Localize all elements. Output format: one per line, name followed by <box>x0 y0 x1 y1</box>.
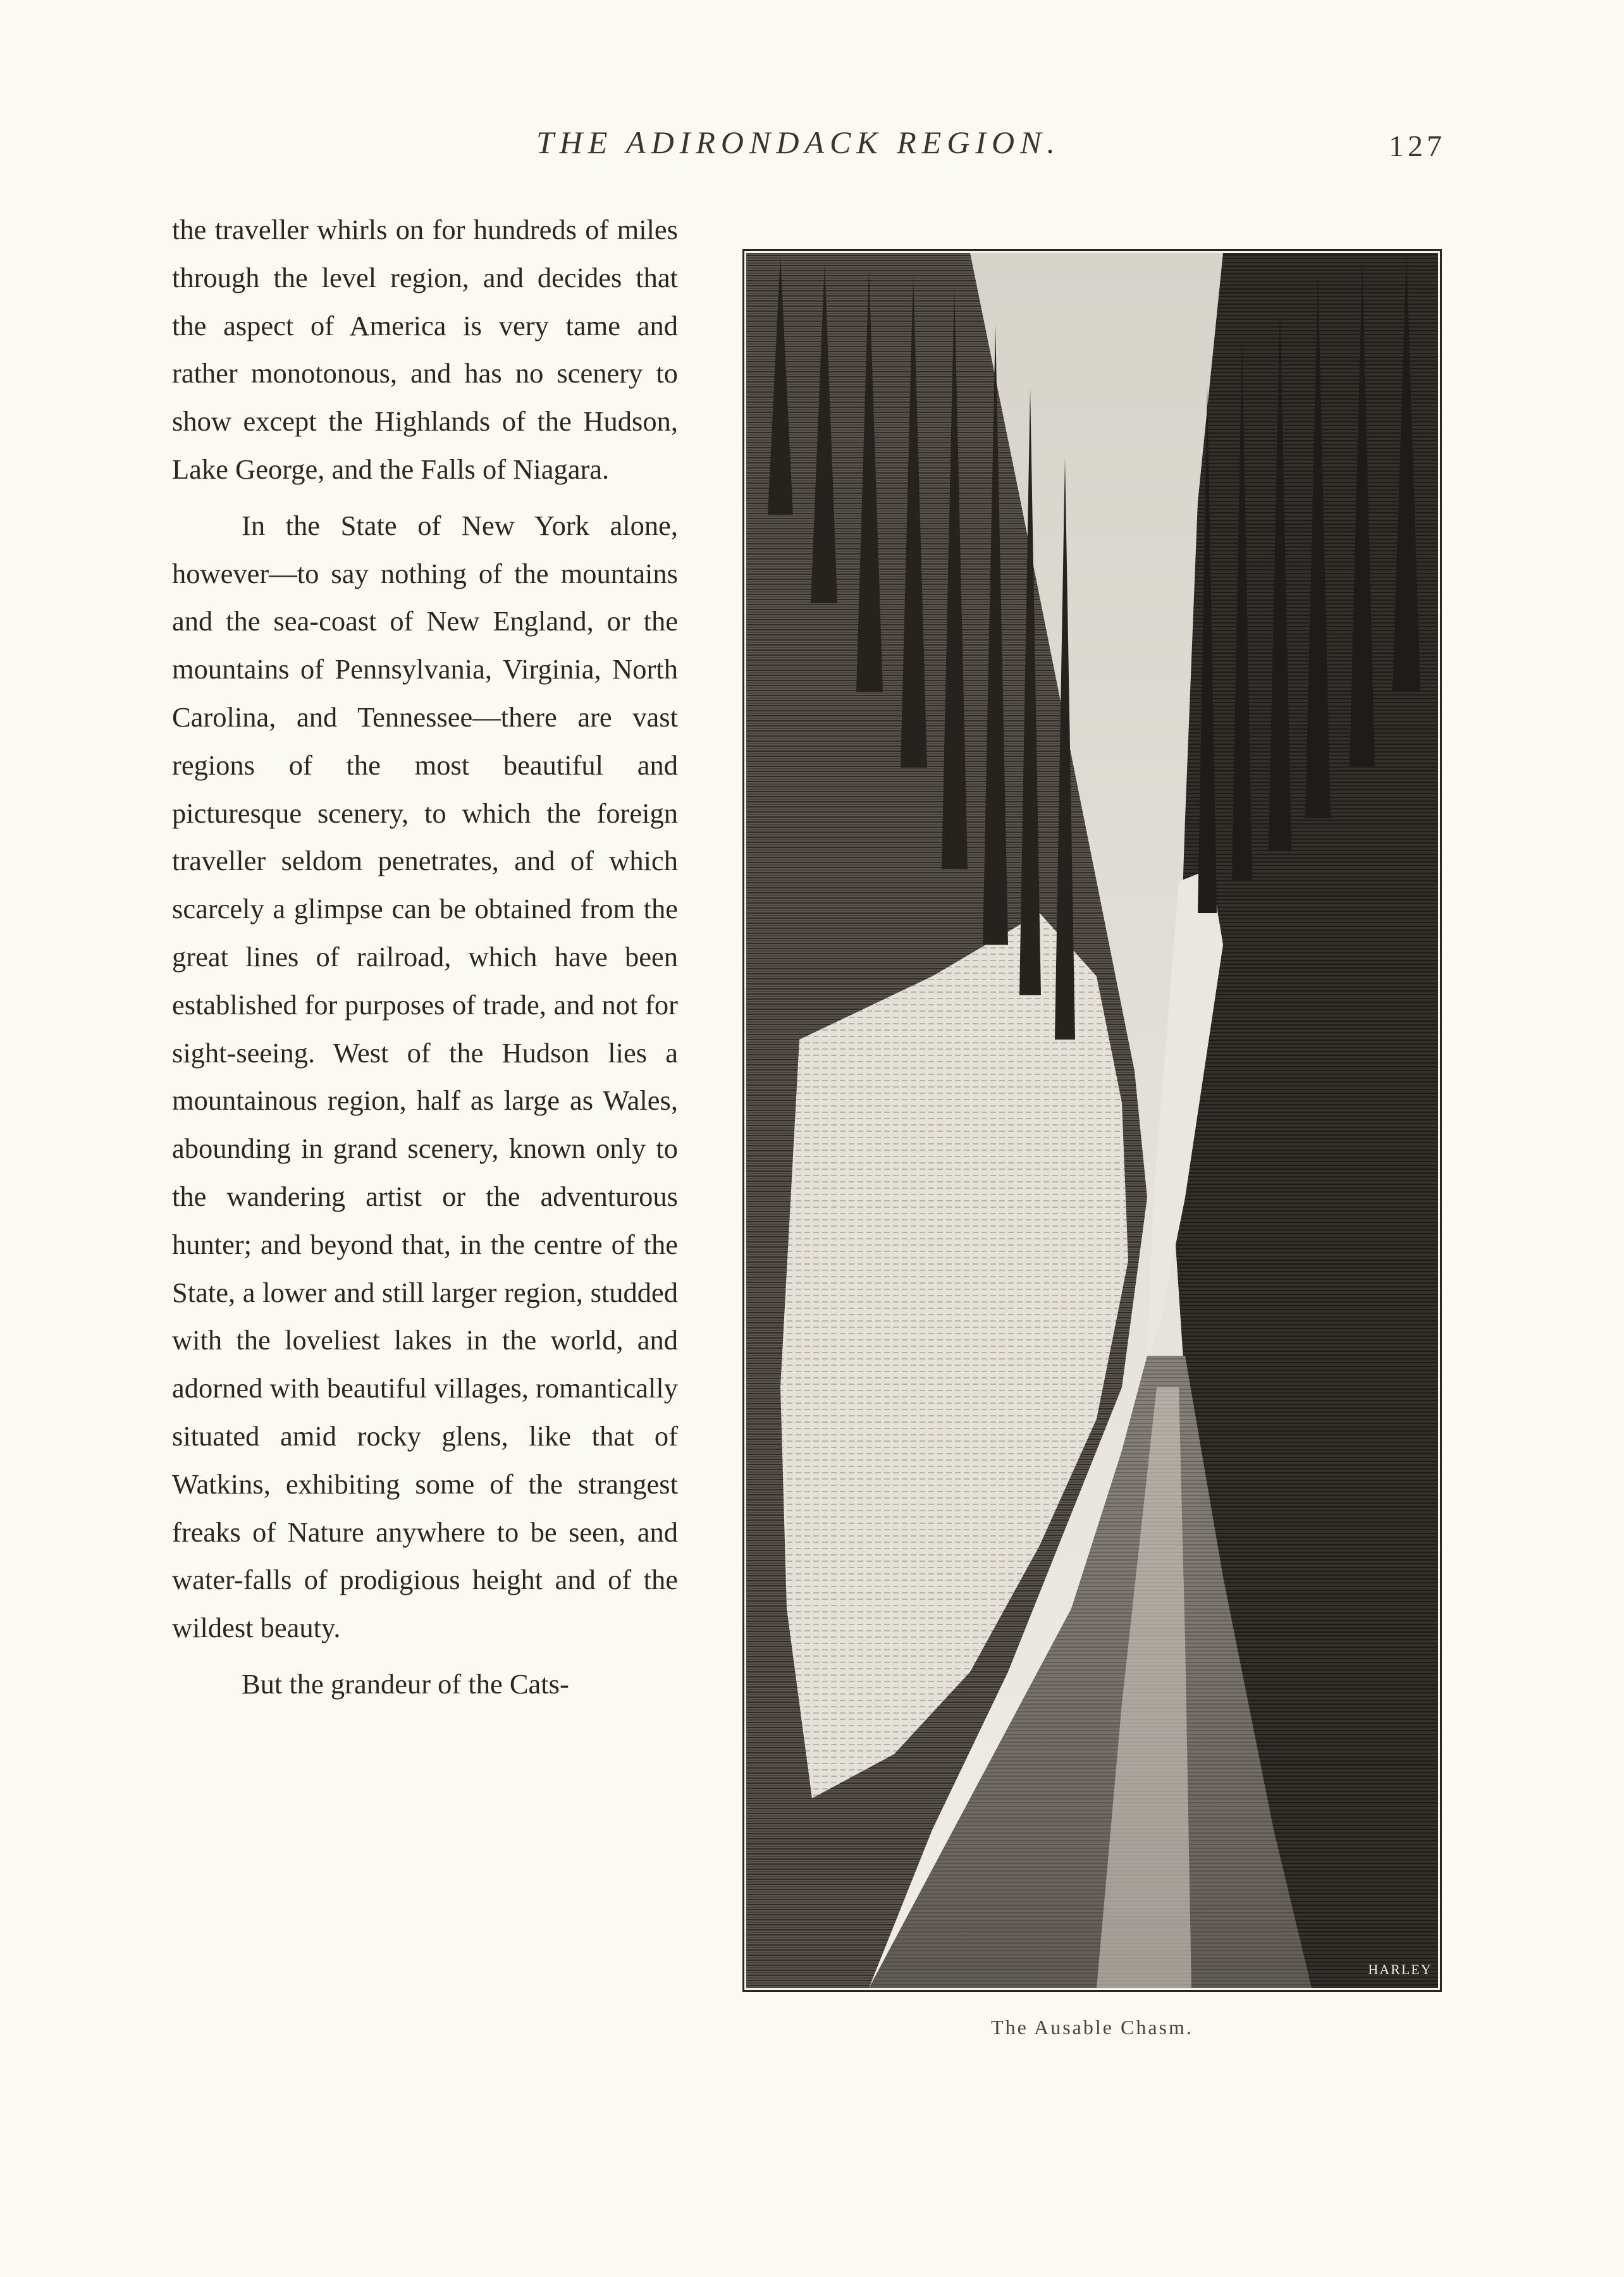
paragraph-3: But the grandeur of the Cats- <box>242 1667 569 1700</box>
paragraph-1: the traveller whirls on for hundreds of miles through the level region, and decides that the aspect of America is very tame and rather monotonous, and has no scenery to show except the Highlands of the Hudson, Lake George, and the Falls of Niagara. <box>172 214 678 485</box>
body-text-column <box>172 206 678 1709</box>
engraver-signature: HARLEY <box>1368 1961 1432 1977</box>
paragraph-2: In the State of New York alone, however—to say nothing of the mountains and the sea-coast of New England, or the mountains of Pennsylvania, Virginia, North Carolina, and Tennessee—there are vast regions of the most beautiful and picturesque scenery, to which the foreign traveller seldom penetrates, and of which scarcely a glimpse can be obtained from the great lines of railroad, which have been established for purposes of trade, and not for sight-seeing. West of the Hudson lies a mountainous region, half as large as Wales, abounding in grand scenery, known only to the wandering artist or the adventurous hunter; and beyond that, in the centre of the State, a lower and still larger region, studded with the loveliest lakes in the world, and adorned with beautiful villages, romantically situated amid rocky glens, like that of Watkins, exhibiting some of the strangest freaks of Nature anywhere to be seen, and water-falls of prodigious height and of the wildest beauty. <box>172 509 678 1644</box>
chasm-engraving <box>742 249 1442 1992</box>
figure-caption: The Ausable Chasm. <box>991 2016 1193 2039</box>
running-title: THE ADIRONDACK REGION. <box>536 125 1061 160</box>
page-number: 127 <box>1389 130 1446 163</box>
